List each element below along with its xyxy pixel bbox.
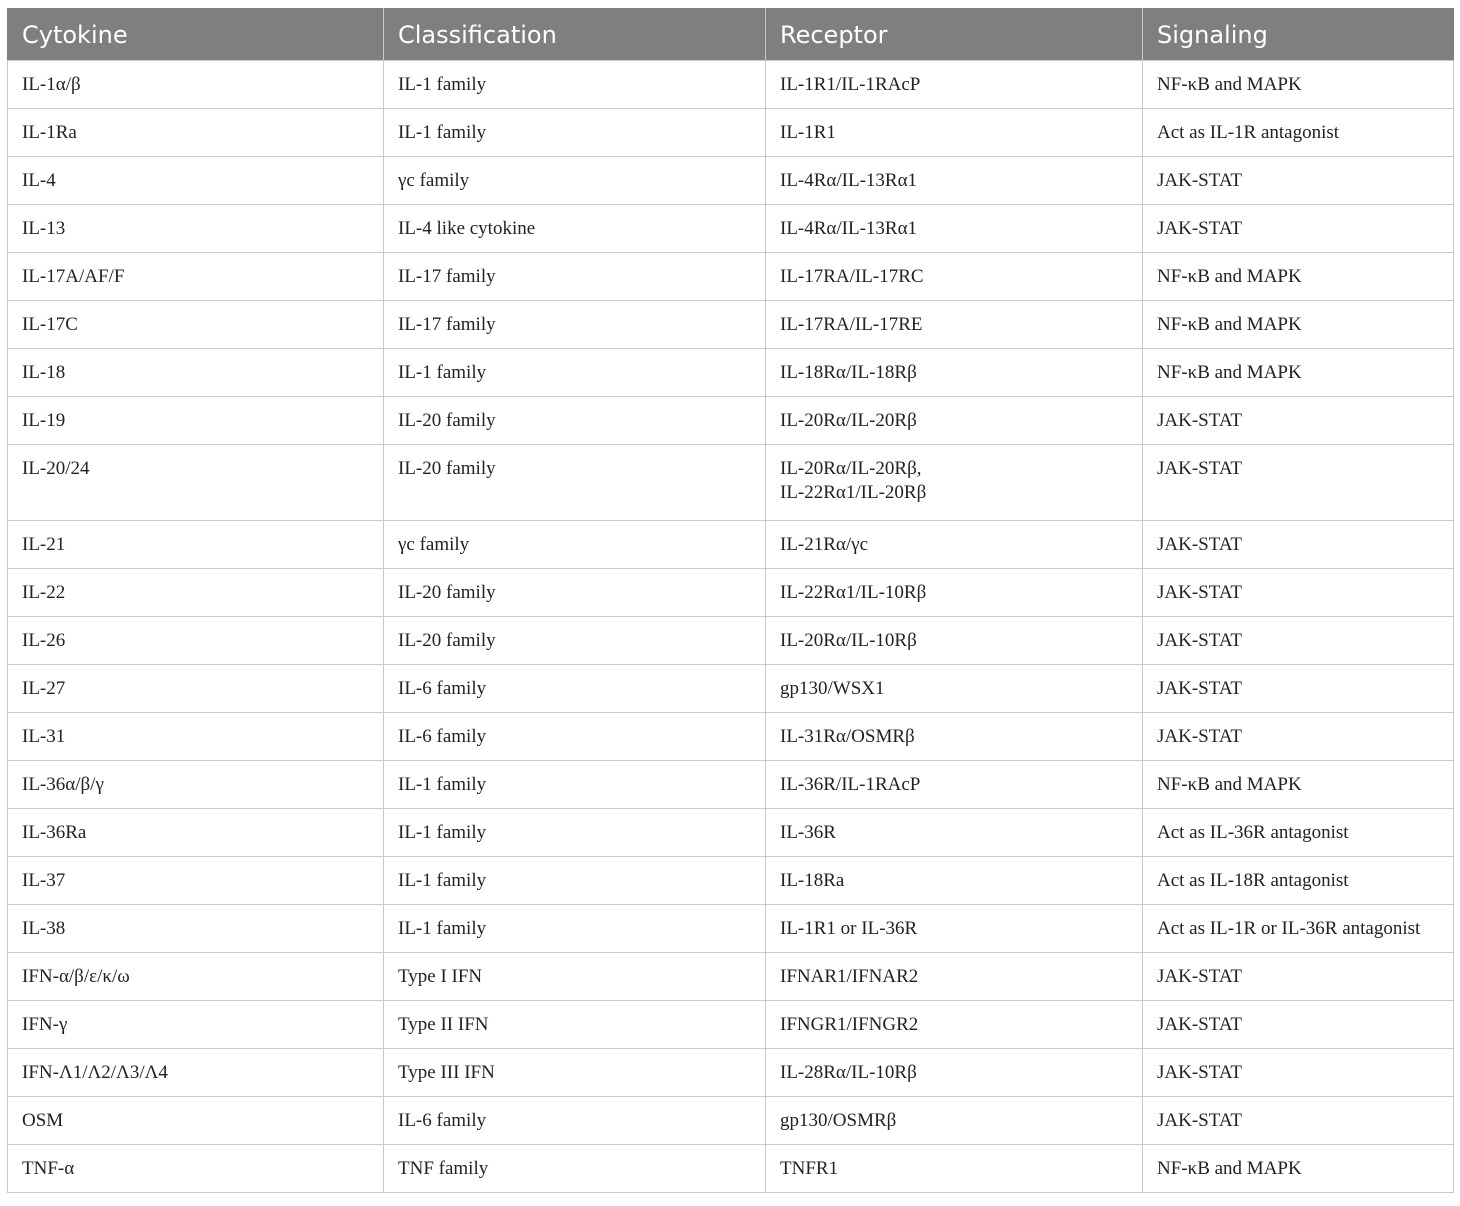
- table-row: [8, 809, 1454, 857]
- header-cytokine: Cytokine: [8, 9, 384, 61]
- cell-classification: IL-20 family: [384, 569, 766, 617]
- cell-cytokine: IL-22: [8, 569, 384, 617]
- cell-signaling: JAK-STAT: [1143, 157, 1454, 205]
- cell-cytokine: IL-4: [8, 157, 384, 205]
- cell-receptor: IL-18Rα/IL-18Rβ: [766, 349, 1143, 397]
- cell-receptor: IFNGR1/IFNGR2: [766, 1001, 1143, 1049]
- table-row: [8, 905, 1454, 953]
- cell-signaling: JAK-STAT: [1143, 569, 1454, 617]
- cell-cytokine: IL-18: [8, 349, 384, 397]
- cell-classification: IL-6 family: [384, 1097, 766, 1145]
- cell-cytokine: IFN-γ: [8, 1001, 384, 1049]
- cell-signaling: NF-κB and MAPK: [1143, 253, 1454, 301]
- header-row: [8, 9, 1454, 61]
- cell-signaling: JAK-STAT: [1143, 1049, 1454, 1097]
- cell-classification: IL-20 family: [384, 445, 766, 521]
- cell-classification: IL-1 family: [384, 349, 766, 397]
- header-signaling: Signaling: [1143, 9, 1454, 61]
- table-row: [8, 61, 1454, 109]
- cell-signaling: JAK-STAT: [1143, 617, 1454, 665]
- cell-classification: Type III IFN: [384, 1049, 766, 1097]
- cell-classification: IL-1 family: [384, 61, 766, 109]
- table-row: [8, 857, 1454, 905]
- cell-cytokine: IL-17C: [8, 301, 384, 349]
- table-row: [8, 1049, 1454, 1097]
- cell-signaling: JAK-STAT: [1143, 1097, 1454, 1145]
- cell-receptor: gp130/WSX1: [766, 665, 1143, 713]
- cell-receptor: IL-31Rα/OSMRβ: [766, 713, 1143, 761]
- table-row: [8, 761, 1454, 809]
- cell-cytokine: IL-17A/AF/F: [8, 253, 384, 301]
- cell-cytokine: IL-37: [8, 857, 384, 905]
- cell-receptor: TNFR1: [766, 1145, 1143, 1193]
- cell-receptor: IL-21Rα/γc: [766, 521, 1143, 569]
- table-row: [8, 713, 1454, 761]
- cell-classification: γc family: [384, 157, 766, 205]
- cell-classification: IL-17 family: [384, 253, 766, 301]
- cell-receptor: IL-22Rα1/IL-10Rβ: [766, 569, 1143, 617]
- table-row: [8, 445, 1454, 521]
- cell-cytokine: IL-27: [8, 665, 384, 713]
- table-row: [8, 397, 1454, 445]
- cell-classification: IL-1 family: [384, 905, 766, 953]
- table-row: [8, 953, 1454, 1001]
- cell-classification: TNF family: [384, 1145, 766, 1193]
- cell-receptor: IL-17RA/IL-17RC: [766, 253, 1143, 301]
- cell-signaling: Act as IL-18R antagonist: [1143, 857, 1454, 905]
- cell-classification: IL-1 family: [384, 857, 766, 905]
- cell-signaling: JAK-STAT: [1143, 713, 1454, 761]
- table-row: [8, 1001, 1454, 1049]
- cell-receptor: IL-36R/IL-1RAcP: [766, 761, 1143, 809]
- table-row: [8, 301, 1454, 349]
- cell-classification: IL-20 family: [384, 617, 766, 665]
- cell-signaling: NF-κB and MAPK: [1143, 761, 1454, 809]
- cell-receptor: IL-4Rα/IL-13Rα1: [766, 205, 1143, 253]
- cell-receptor: IL-1R1 or IL-36R: [766, 905, 1143, 953]
- cell-receptor: IL-36R: [766, 809, 1143, 857]
- cell-cytokine: OSM: [8, 1097, 384, 1145]
- table-row: [8, 1145, 1454, 1193]
- cell-cytokine: IL-31: [8, 713, 384, 761]
- table-header: [8, 9, 1454, 61]
- cell-receptor: IL-20Rα/IL-20Rβ: [766, 397, 1143, 445]
- cell-signaling: JAK-STAT: [1143, 397, 1454, 445]
- cell-cytokine: IL-19: [8, 397, 384, 445]
- cell-signaling: JAK-STAT: [1143, 1001, 1454, 1049]
- cell-signaling: JAK-STAT: [1143, 953, 1454, 1001]
- cell-cytokine: IL-20/24: [8, 445, 384, 521]
- cell-signaling: NF-κB and MAPK: [1143, 301, 1454, 349]
- table-row: [8, 617, 1454, 665]
- cell-classification: IL-17 family: [384, 301, 766, 349]
- cell-signaling: Act as IL-1R antagonist: [1143, 109, 1454, 157]
- cell-classification: IL-6 family: [384, 713, 766, 761]
- cell-cytokine: IFN-α/β/ε/κ/ω: [8, 953, 384, 1001]
- cytokine-table: [7, 8, 1454, 1193]
- table-row: [8, 665, 1454, 713]
- cell-cytokine: IL-1α/β: [8, 61, 384, 109]
- cell-cytokine: IL-1Ra: [8, 109, 384, 157]
- cell-classification: Type I IFN: [384, 953, 766, 1001]
- cell-cytokine: IL-38: [8, 905, 384, 953]
- cell-classification: γc family: [384, 521, 766, 569]
- cell-signaling: Act as IL-36R antagonist: [1143, 809, 1454, 857]
- header-classification: Classification: [384, 9, 766, 61]
- cell-signaling: JAK-STAT: [1143, 665, 1454, 713]
- cell-receptor: IL-20Rα/IL-10Rβ: [766, 617, 1143, 665]
- cell-classification: Type II IFN: [384, 1001, 766, 1049]
- cell-cytokine: IL-13: [8, 205, 384, 253]
- cell-signaling: JAK-STAT: [1143, 445, 1454, 521]
- cell-cytokine: IL-26: [8, 617, 384, 665]
- table-row: [8, 157, 1454, 205]
- cell-signaling: JAK-STAT: [1143, 205, 1454, 253]
- header-receptor: Receptor: [766, 9, 1143, 61]
- cell-cytokine: IL-36Ra: [8, 809, 384, 857]
- cell-cytokine: IL-36α/β/γ: [8, 761, 384, 809]
- cell-classification: IL-20 family: [384, 397, 766, 445]
- cell-receptor: IL-1R1: [766, 109, 1143, 157]
- table-row: [8, 349, 1454, 397]
- cell-cytokine: IL-21: [8, 521, 384, 569]
- cell-cytokine: IFN-Λ1/Λ2/Λ3/Λ4: [8, 1049, 384, 1097]
- cell-receptor: IL-18Ra: [766, 857, 1143, 905]
- cell-receptor: IL-28Rα/IL-10Rβ: [766, 1049, 1143, 1097]
- cell-receptor: IL-20Rα/IL-20Rβ, IL-22Rα1/IL-20Rβ: [766, 445, 1143, 521]
- cell-receptor: IL-17RA/IL-17RE: [766, 301, 1143, 349]
- table-row: [8, 109, 1454, 157]
- table-row: [8, 521, 1454, 569]
- table-row: [8, 253, 1454, 301]
- cell-receptor: IL-1R1/IL-1RAcP: [766, 61, 1143, 109]
- table-row: [8, 1097, 1454, 1145]
- cell-receptor: gp130/OSMRβ: [766, 1097, 1143, 1145]
- cell-signaling: NF-κB and MAPK: [1143, 61, 1454, 109]
- cell-classification: IL-1 family: [384, 761, 766, 809]
- table-body: [8, 61, 1454, 1193]
- cell-receptor: IL-4Rα/IL-13Rα1: [766, 157, 1143, 205]
- table-row: [8, 569, 1454, 617]
- cell-classification: IL-6 family: [384, 665, 766, 713]
- cell-signaling: Act as IL-1R or IL-36R antagonist: [1143, 905, 1454, 953]
- cell-classification: IL-1 family: [384, 809, 766, 857]
- cell-classification: IL-4 like cytokine: [384, 205, 766, 253]
- table-row: [8, 205, 1454, 253]
- cell-cytokine: TNF-α: [8, 1145, 384, 1193]
- cell-signaling: NF-κB and MAPK: [1143, 1145, 1454, 1193]
- cell-classification: IL-1 family: [384, 109, 766, 157]
- cell-signaling: JAK-STAT: [1143, 521, 1454, 569]
- cell-receptor: IFNAR1/IFNAR2: [766, 953, 1143, 1001]
- cell-signaling: NF-κB and MAPK: [1143, 349, 1454, 397]
